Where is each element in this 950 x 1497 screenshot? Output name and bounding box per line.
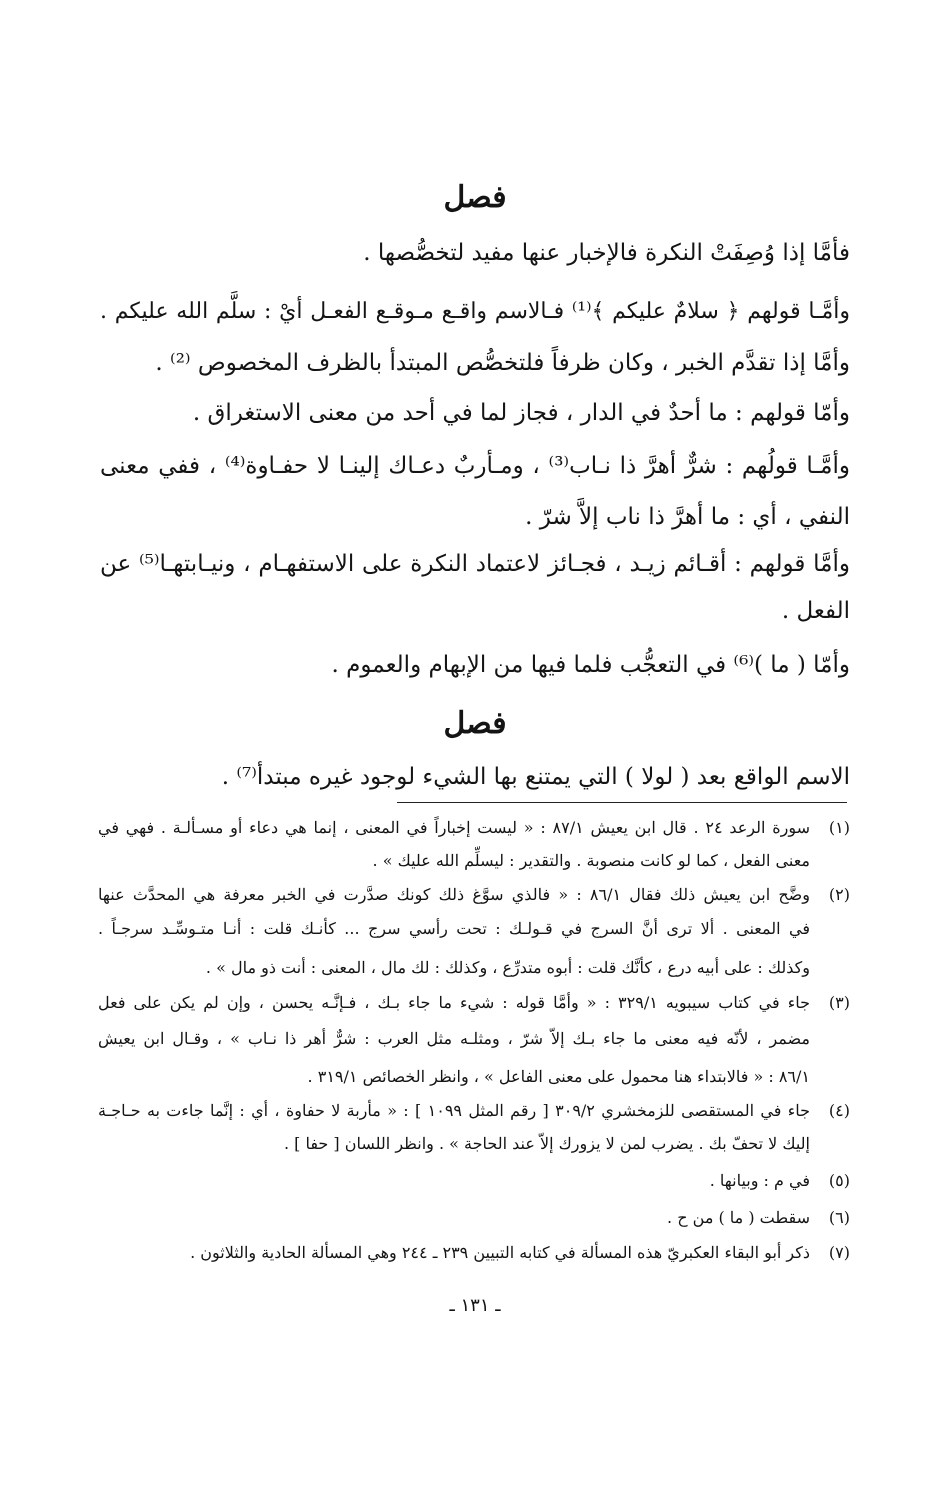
footnote-line: جاء في كتاب سيبويه ٣٢٩/١ : « وأمَّا قوله : شيء ما جاء بـك ، فـإنَّـه يحسن ، وإن لم يكن على فعل xyxy=(98,993,811,1012)
footnote-line: ٨٦/١ : « فالابتداء هنا محمول على معنى الفاعل » ، وانظر الخصائص ٣١٩/١ . xyxy=(307,1067,810,1086)
text-line: وأمَّا قولهم : أقـائم زيـد ، فجـائز لاعتماد النكرة على الاستفهـام ، ونيـابتهـا⁽⁵⁾ عن xyxy=(100,551,850,577)
footnote-number: (٣) xyxy=(828,993,850,1012)
footnote-line: ذكر أبو البقاء العكبريّ هذه المسألة في كتابه التبيين ٢٣٩ ـ ٢٤٤ وهي المسألة الحادية والثلاثون . xyxy=(190,1243,810,1262)
text-line: وأمّا ( ما )⁽⁶⁾ في التعجُّب فلما فيها من الإبهام والعموم . xyxy=(331,652,850,678)
footnote-number: (٥) xyxy=(828,1171,850,1190)
text-line: الفعل . xyxy=(781,598,850,624)
page-number: ـ ١٣١ ـ xyxy=(449,1295,501,1316)
footnote-line: جاء في المستقصى للزمخشري ٣٠٩/٢ [ رقم المثل ١٠٩٩ ] : « مأربة لا حفاوة ، أي : إنَّما جاءت به حـاجـة xyxy=(98,1101,811,1120)
text-line: وأمَّا إذا تقدَّم الخبر ، وكان ظرفاً فلتخصُّص المبتدأ بالظرف المخصوص ⁽²⁾ . xyxy=(155,350,850,376)
section-heading: فصل xyxy=(443,706,507,741)
footnote-line: معنى الفعل ، كما لو كانت منصوبة . والتقدير : ليسلِّم الله عليك » . xyxy=(372,851,810,870)
section-heading: فصل xyxy=(443,180,507,215)
footnote-line: سورة الرعد ٢٤ . قال ابن يعيش ٨٧/١ : « ليست إخباراً في المعنى ، إنما هي دعاء أو مسـألـة . فهي في xyxy=(98,818,810,837)
text-line: الاسم الواقع بعد ( لولا ) التي يمتنع بها الشيء لوجود غيره مبتدأ⁽⁷⁾ . xyxy=(221,764,850,790)
footnote-number: (١) xyxy=(828,818,850,837)
footnote-number: (٤) xyxy=(828,1101,850,1120)
footnote-number: (٧) xyxy=(828,1243,850,1262)
text-line: النفي ، أي : ما أهرَّ ذا ناب إلاَّ شرّ . xyxy=(525,504,850,530)
footnote-line: إليك لا تحفّ بك . يضرب لمن لا يزورك إلاّ عند الحاجة » . وانظر اللسان [ حفا ] . xyxy=(283,1134,810,1153)
footnote-line: مضمر ، لأنّه فيه معنى ما جاء بـك إلاّ شرّ ، ومثلـه مثل العرب : شرٌّ أهر ذا نـاب » ، وقـال ابن يعيش xyxy=(98,1029,811,1048)
footnote-number: (٢) xyxy=(828,885,850,904)
footnote-number: (٦) xyxy=(828,1208,850,1227)
text-line: وأمَّـا قولهم ﴿ سلامٌ عليكم ﴾⁽¹⁾ فـالاسم واقـع مـوقـع الفعـل أيْ : سلَّم الله عليكم . xyxy=(100,299,850,324)
footnote-line: في م : وبيانها . xyxy=(709,1171,810,1190)
text-line: وأمَّـا قولُهم : شرٌّ أهرَّ ذا نـاب⁽³⁾ ، ومـأربٌ دعـاك إلينـا لا حفـاوة⁽⁴⁾ ، ففي معنى xyxy=(100,453,850,479)
footnote-separator xyxy=(397,802,847,803)
footnote-line: وكذلك : على أبيه درع ، كأنَّك قلت : أبوه متدرِّع ، وكذلك : لك مال ، المعنى : أنت ذو مال » . xyxy=(205,958,810,977)
footnote-line: وضَّح ابن يعيش ذلك فقال ٨٦/١ : « فالذي سوَّغ ذلك كونك صدَّرت في الخبر معرفة هي المحدَّث عنها xyxy=(98,885,810,904)
footnote-line: سقطت ( ما ) من ح . xyxy=(667,1208,810,1227)
text-line: فأمَّا إذا وُصِفَتْ النكرة فالإخبار عنها مفيد لتخصُّصها . xyxy=(363,240,850,266)
footnote-line: في المعنى . ألا ترى أنَّ السرج في قـولـك : تحت رأسي سرج ... كأنـك قلت : أنـا متـوسِّـد سرجـاً . xyxy=(98,919,810,938)
text-line: وأمّا قولهم : ما أحدٌ في الدار ، فجاز لما في أحد من معنى الاستغراق . xyxy=(192,400,850,426)
